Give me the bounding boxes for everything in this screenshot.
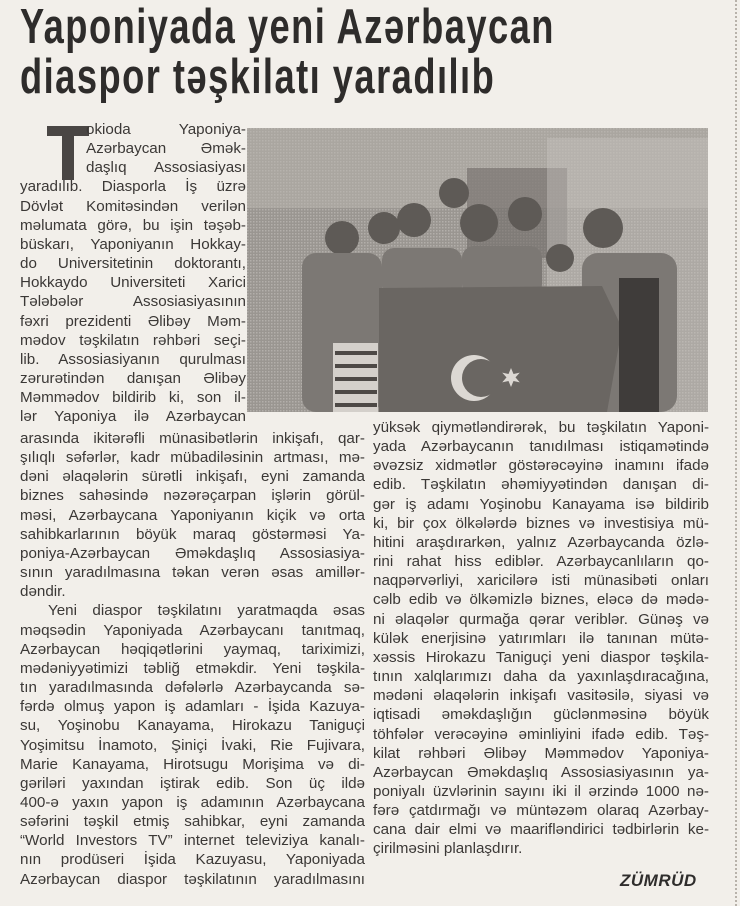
text-line: büskarı, Yaponiyanın Hokkay- (20, 235, 246, 253)
text-line: məsi, Azərbaycana Yaponiyanın kiçik və orta (20, 506, 365, 524)
text-line: mədəni əlaqələrin inkişafı vasitəsilə, siyasi və (373, 687, 709, 705)
text-line: gəriləri yaxından iştirak edib. Son üç ildə (20, 774, 365, 792)
text-line: mədəniyyətimizi təbliğ etməkdir. Yeni təşkila- (20, 659, 365, 677)
text-line: yada Azərbaycanın tanıdılması istiqamətində (373, 438, 709, 456)
text-line: iqtisadi əməkdaşlığın güclənməsinə böyük (373, 706, 709, 724)
text-line: rini rahat hiss ediblər. Azərbaycanlıların qo- (373, 553, 709, 571)
text-line: Azərbaycan Əməkdaşlıq Assosiasiyasının ya- (373, 763, 709, 781)
text-line: nın prodüseri İşida Kazuyasu, Yaponiyada (20, 851, 365, 869)
text-line: sının yaradılmasına təkan verən əsas amillər- (20, 564, 365, 582)
text-line: külək enerjisinə yatırımları ilə tanınan mütə- (373, 629, 709, 647)
author-signature: ZÜMRÜD (620, 871, 697, 890)
text-line: poniya-Azərbaycan Əməkdaşlıq Assosiasiya- (20, 544, 365, 562)
text-line: tın yaradılmasında dəfələrlə Azərbaycanda sə- (20, 679, 365, 697)
text-line: ki, bir çox ölkələrdə biznes və investisiya mü- (373, 514, 709, 532)
text-line: xəssis Hirokazu Taniguçi yeni diaspor təşkila- (373, 648, 709, 666)
text-line: səfərini təşkil etmiş sahibkar, eyni zamanda (20, 813, 365, 831)
text-line: lər Yaponiya ilə Azərbaycan (20, 408, 246, 426)
text-line: məqsədin Yaponiyada Azərbaycanı tanıtmaq, (20, 621, 365, 639)
text-line: şılıqlı səfərlər, kadr mübadiləsinin artması, mə- (20, 449, 365, 467)
text-line: 400-ə yaxın yapon iş adamının Azərbaycana (20, 793, 365, 811)
text-line: poniyalı üzvlərinin sayını iki il ərzində 1000 nə- (373, 782, 709, 800)
text-line: Məmmədov bildirib ki, son il- (20, 389, 246, 407)
text-line: Azərbaycan Əmək- (86, 140, 246, 158)
text-line: Tələbələr Assosiasiyasının (20, 293, 246, 311)
text-line: dəni əlaqələrin sürətli inkişafı, eyni zamanda (20, 468, 365, 486)
text-line: fərdə olmuş yapon iş adamları - İşida Kazuya- (20, 698, 365, 716)
text-line: Yoşimitsu İnamoto, Şiniçi İvaki, Rie Fujivara, (20, 736, 365, 754)
text-line: biznes sahəsində nəzərəçarpan işlərin görül- (20, 487, 365, 505)
headline-line-2: diaspor təşkilatı yaradılıb (20, 50, 496, 104)
article-column-right (373, 418, 709, 859)
text-line: fəxri prezidenti Əlibəy Məm- (20, 312, 246, 330)
text-line: su, Yoşinobu Kanayama, Hirokazu Taniguçi (20, 717, 365, 735)
text-line: məlumata görə, bu işin təşəb- (20, 216, 246, 234)
text-line: daşlıq Assosiasiyası (86, 159, 246, 177)
text-line: mədov təşkilatın rəhbəri seçi- (20, 331, 246, 349)
article-column-left-bottom (20, 429, 365, 889)
text-line: naqpərvərliyi, xaricilərə isti münasibəti onları (373, 572, 709, 590)
text-line: “World Investors TV” internet televiziya kanalı- (20, 832, 365, 850)
article-column-left-top (20, 120, 246, 427)
text-line: Dövlət Komitəsindən verilən (20, 197, 246, 215)
text-line: yaradılıb. Diasporla İş üzrə (20, 178, 246, 196)
text-line: dəndir. (20, 583, 66, 601)
text-line: Marie Kanayama, Hirotsugu Morişima və di- (20, 755, 365, 773)
headline-line-1: Yaponiyada yeni Azərbaycan (20, 0, 555, 54)
text-line: do Universitetinin doktorantı, (20, 255, 246, 273)
article-photo (247, 128, 708, 412)
text-line: töhfələr verəcəyinə əminliyini ifadə edib. Təş- (373, 725, 709, 743)
text-line: kilat rəhbəri Əlibəy Məmmədov Yaponiya- (373, 744, 709, 762)
text-line: gər iş adamı Yoşinobu Kanayama isə bildirib (373, 495, 709, 513)
text-line: çirilməsini planlaşdırır. (373, 840, 523, 858)
text-line: sahibkarlarının böyük maraq göstərməsi Ya- (20, 525, 365, 543)
text-line: əvəzsiz xidmətlər göstərəcəyinə inamını ifadə (373, 457, 709, 475)
text-line: yüksək qiymətləndirərək, bu təşkilatın Yaponi- (373, 419, 709, 436)
headline (20, 0, 555, 104)
text-line: ni əlaqələr qurmağa qərar veriblər. Günəş və (373, 610, 709, 628)
text-line: zərurətindən danışan Əlibəy (20, 370, 246, 388)
text-line: hitini araşdırarkən, yalnız Azərbaycanda özlə- (373, 533, 709, 551)
text-line: Azərbaycan diaspor təşkilatının yaradılmasını (20, 870, 365, 888)
text-line: tının xalqlarımızı daha da yaxınlaşdıracağına, (373, 668, 709, 686)
text-line: edib. Təşkilatın əhəmiyyətindən danışan di- (373, 476, 709, 494)
text-line: lib. Assosiasiyanın qurulması (20, 350, 246, 368)
text-line: Azərbaycan həqiqətlərini yaymaq, tariximizi, (20, 640, 365, 658)
text-line: arasında ikitərəfli münasibətlərin inkişafı, qar- (20, 430, 365, 447)
text-line: Yeni diaspor təşkilatını yaratmaqda əsas (48, 602, 365, 620)
text-line: cana dair elmi və maarifləndirici tədbirlərin ke- (373, 821, 709, 839)
text-line: okioda Yaponiya- (86, 121, 246, 138)
text-line: Hokkaydo Universiteti Xarici (20, 274, 246, 292)
group-photo-with-flag-image (247, 128, 708, 412)
column-rule (735, 0, 737, 906)
text-line: fərə çatdırmağı və müntəzəm olaraq Azərbay- (373, 802, 709, 820)
text-line: cəlb edib və ölkəmizlə biznes, eləcə də mədə- (373, 591, 709, 609)
